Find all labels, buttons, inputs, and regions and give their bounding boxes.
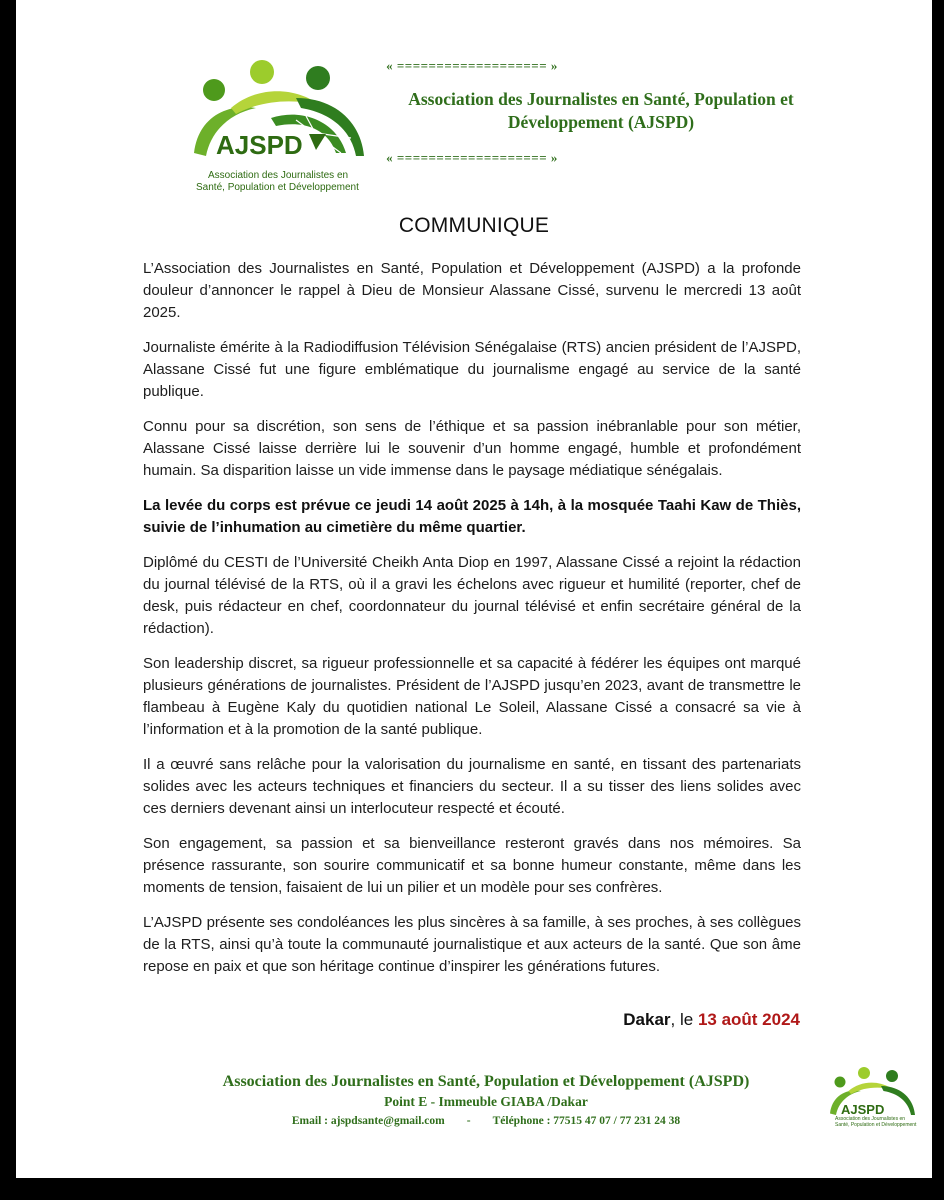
- footer-email: Email : ajspdsante@gmail.com: [291, 1115, 445, 1127]
- document-title: COMMUNIQUE: [398, 214, 550, 237]
- dateline-date: 13 août 2024: [697, 1010, 800, 1029]
- footer-logo: [821, 1066, 921, 1130]
- footer: [136, 1071, 836, 1131]
- footer-phone: Téléphone : 77515 47 07 / 77 231 24 38: [492, 1115, 681, 1127]
- footer-contact: [136, 1111, 836, 1131]
- footer-logo-subtitle-line2: Santé, Population et Développement: [835, 1122, 917, 1128]
- header-separator-bottom: « =================== »: [386, 150, 558, 165]
- body-paragraph: Son leadership discret, sa rigueur professionnelle et sa capacité à fédérer les équipes ont marqué plusieurs générations de journalistes. Président de l’AJSPD jusqu’en 2023, avant de transmettre le flambeau à Eugène Kaly du quotidien national Le Soleil, Alassane Cissé a consacré sa vie à l’information et à la promotion de la santé publique.: [143, 655, 801, 738]
- footer-logo-subtitle-line1: Association des Journalistes en: [835, 1116, 906, 1122]
- document-page: [16, 0, 932, 1178]
- logo-subtitle: [196, 170, 359, 194]
- document-body: [143, 258, 801, 991]
- dateline-separator: , le: [670, 1010, 698, 1029]
- body-paragraph: Son engagement, sa passion et sa bienveillance resteront gravés dans nos mémoires. Sa présence rassurante, son sourire communicatif et sa bonne humeur constante, même dans les moments de tension, faisaient de lui un pilier et un modèle pour ses confrères.: [143, 835, 801, 896]
- footer-org-name: Association des Journalistes en Santé, Population et Développement (AJSPD): [222, 1073, 750, 1090]
- header-org-title: Association des Journalistes en Santé, Population et Développement (AJSPD): [408, 89, 794, 132]
- ajspd-logo: [176, 58, 376, 198]
- body-paragraph: L’Association des Journalistes en Santé, Population et Développement (AJSPD) a la profonde douleur d’annoncer le rappel à Dieu de Monsieur Alassane Cissé, survenu le mercredi 13 août 2025.: [143, 260, 801, 321]
- left-frame-border: [0, 0, 16, 1200]
- body-paragraph: Il a œuvré sans relâche pour la valorisation du journalisme en santé, en tissant des partenariats solides avec les acteurs techniques et financiers du secteur. Il a su tisser des liens solides avec ces derniers devenant ainsi un interlocuteur respecté et écouté.: [143, 756, 801, 817]
- body-paragraph: Journaliste émérite à la Radiodiffusion Télévision Sénégalaise (RTS) ancien président de l’AJSPD, Alassane Cissé fut une figure emblématique du journalisme engagé au service de la santé publique.: [143, 339, 801, 400]
- footer-address: Point E - Immeuble GIABA /Dakar: [384, 1094, 588, 1109]
- footer-logo-subtitle: [821, 1116, 921, 1128]
- body-paragraph: Connu pour sa discrétion, son sens de l’éthique et sa passion inébranlable pour son métier, Alassane Cissé laisse derrière lui le souvenir d’un homme engagé, humble et profondément humain. Sa disparition laisse un vide immense dans le paysage médiatique sénégalais.: [143, 418, 801, 479]
- right-frame-border: [932, 0, 944, 1200]
- dateline: [623, 1010, 800, 1030]
- logo-subtitle-line2: Santé, Population et Développement: [196, 182, 359, 193]
- svg-text:AJSPD: AJSPD: [841, 1102, 885, 1116]
- dateline-city: Dakar: [623, 1010, 671, 1029]
- body-paragraph: Diplômé du CESTI de l’Université Cheikh Anta Diop en 1997, Alassane Cissé a rejoint la rédaction du journal télévisé de la RTS, où il a gravi les échelons avec rigueur et humilité (reporter, chef de desk, puis rédacteur en chef, coordonnateur du journal télévisé et enfin secrétaire général de la rédaction).: [143, 554, 801, 637]
- svg-text:AJSPD: AJSPD: [216, 130, 303, 158]
- header-separator-top: « =================== »: [386, 58, 558, 73]
- logo-subtitle-line1: Association des Journalistes en: [208, 170, 349, 181]
- bottom-frame-border: [0, 1178, 944, 1200]
- footer-logo-graphic: [821, 1066, 921, 1116]
- footer-dash: -: [466, 1115, 471, 1127]
- funeral-announcement-paragraph: La levée du corps est prévue ce jeudi 14 août 2025 à 14h, à la mosquée Taahi Kaw de Thiès, suivie de l’inhumation au cimetière du même quartier.: [143, 497, 801, 536]
- body-paragraph: L’AJSPD présente ses condoléances les plus sincères à sa famille, à ses proches, à ses collègues de la RTS, ainsi qu’à toute la communauté journalistique et aux acteurs de la santé. Que son âme repose en paix et que son héritage continue d’inspirer les générations futures.: [143, 914, 801, 975]
